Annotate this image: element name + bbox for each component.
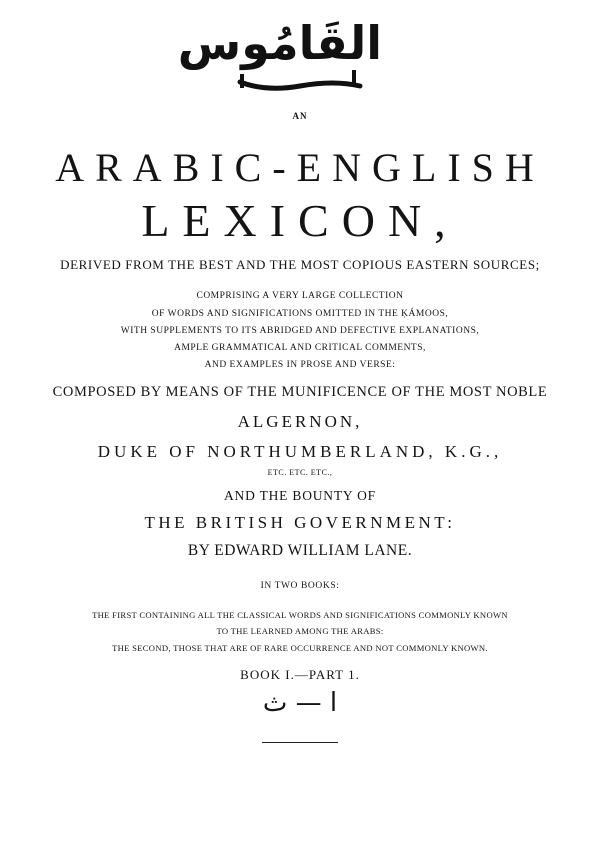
comprising-line-1: COMPRISING A VERY LARGE COLLECTION xyxy=(196,291,404,301)
comprising-line-4: AMPLE GRAMMATICAL AND CRITICAL COMMENTS, xyxy=(174,343,426,353)
patron-etc: ETC. ETC. ETC., xyxy=(267,468,333,477)
title-lexicon: LEXICON, xyxy=(141,195,459,246)
derived-line: DERIVED FROM THE BEST AND THE MOST COPIOUS EASTERN SOURCES; xyxy=(60,257,540,272)
bounty-line: AND THE BOUNTY OF xyxy=(224,488,376,503)
comprising-line-3: WITH SUPPLEMENTS TO ITS ABRIDGED AND DEFECTIVE EXPLANATIONS, xyxy=(120,326,480,336)
two-books-line: IN TWO BOOKS: xyxy=(260,581,340,591)
first-book-line-1: THE FIRST CONTAINING ALL THE CLASSICAL WORDS AND SIGNIFICATIONS COMMONLY KNOWN xyxy=(92,610,508,620)
book-part: BOOK I.—PART 1. xyxy=(240,667,360,682)
letter-range: ا — ث xyxy=(262,688,338,718)
composed-line: COMPOSED BY MEANS OF THE MUNIFICENCE OF THE MOST NOBLE xyxy=(52,384,548,400)
article-an: AN xyxy=(292,111,308,121)
second-book-line: THE SECOND, THOSE THAT ARE OF RARE OCCURRENCE AND NOT COMMONLY KNOWN. xyxy=(112,643,488,653)
closing-rule xyxy=(262,742,338,743)
arabic-title: القَامُوس xyxy=(177,16,382,70)
author-byline: BY EDWARD WILLIAM LANE. xyxy=(187,542,413,559)
first-book-line-2: TO THE LEARNED AMONG THE ARABS: xyxy=(216,626,384,636)
patron-title: DUKE OF NORTHUMBERLAND, K.G., xyxy=(97,442,503,461)
title-arabic-english: ARABIC-ENGLISH xyxy=(55,145,545,190)
comprising-line-5: AND EXAMPLES IN PROSE AND VERSE: xyxy=(204,360,396,370)
government-line: THE BRITISH GOVERNMENT: xyxy=(144,513,456,532)
patron-name: ALGERNON, xyxy=(237,412,363,431)
comprising-line-2: OF WORDS AND SIGNIFICATIONS OMITTED IN THE ḲÁMOOS, xyxy=(151,309,449,319)
